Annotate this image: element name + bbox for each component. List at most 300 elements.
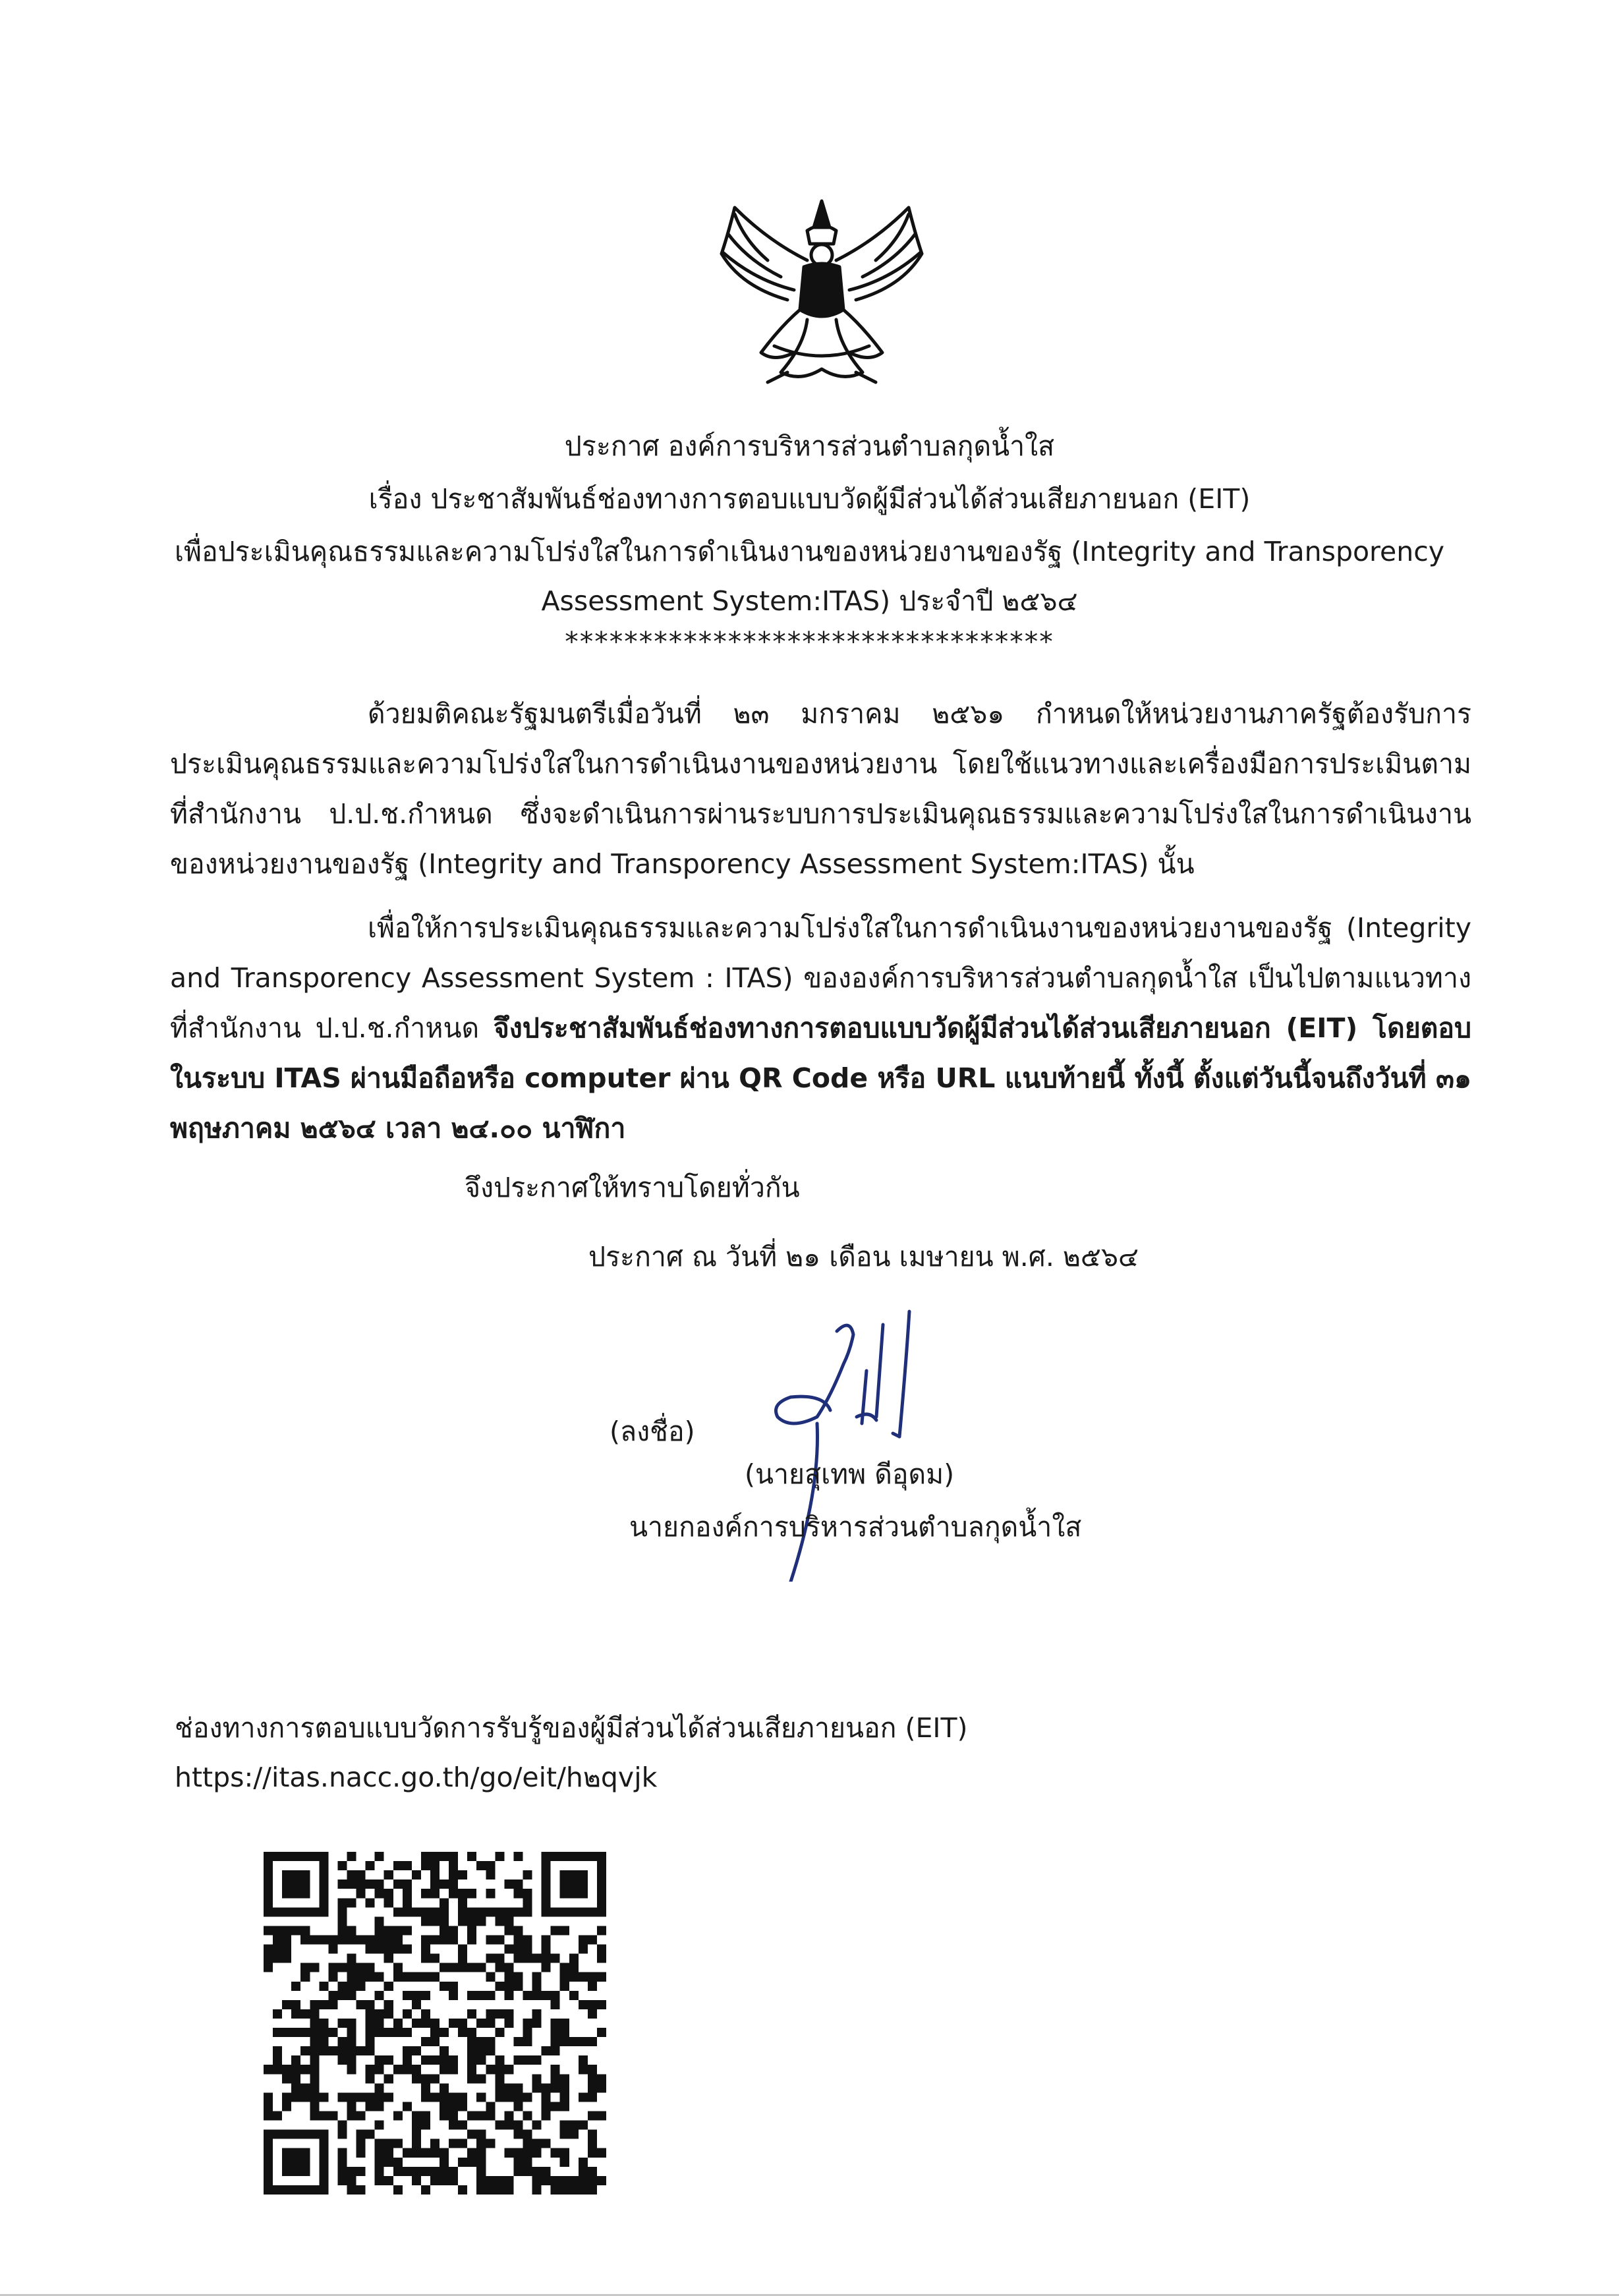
qr-module [569,1963,579,1972]
qr-module [440,1963,449,1972]
qr-module [430,1907,440,1916]
qr-module [337,1916,347,1926]
qr-module [597,2074,606,2083]
qr-module [579,2167,588,2176]
qr-module [347,1963,356,1972]
qr-module [523,1945,532,1954]
qr-module [310,2000,319,2009]
qr-module [495,2028,504,2037]
qr-module [273,1954,282,1963]
qr-module [476,1916,486,1926]
qr-module [273,2046,282,2055]
qr-module [273,1852,282,1861]
qr-module [282,2167,291,2176]
qr-module [430,2092,440,2102]
qr-module [393,2158,403,2167]
qr-module [366,2046,375,2055]
qr-module [467,2074,476,2083]
qr-module [366,2009,375,2019]
qr-module [291,1870,300,1880]
qr-module [273,2055,282,2065]
qr-module [412,2000,421,2009]
qr-module [291,2065,300,2074]
qr-module [319,2111,328,2121]
qr-module [476,2167,486,2176]
qr-module [337,2019,347,2028]
qr-module [476,2158,486,2167]
announcement-subject-line2: เพื่อประเมินคุณธรรมและความโปร่งใสในการดำเนินงานของหน่วยงานของรัฐ (Integrity and Transporency [174,536,1445,567]
qr-module [542,2167,551,2176]
qr-module [393,1935,403,1944]
qr-module [310,2185,319,2195]
qr-module [403,2055,412,2065]
qr-module [300,2009,310,2019]
qr-module [421,2148,430,2158]
qr-module [476,2046,486,2055]
qr-module [291,2158,300,2167]
qr-module [449,2092,458,2102]
qr-module [421,2167,430,2176]
qr-module [495,2083,504,2092]
qr-module [551,1991,560,2000]
qr-module [542,2046,551,2055]
qr-module [542,2111,551,2121]
qr-module [551,2074,560,2083]
qr-module [291,1880,300,1889]
qr-module [319,2176,328,2185]
qr-module [337,2121,347,2130]
qr-module [476,1861,486,1870]
qr-module [579,1945,588,1954]
qr-module [282,2148,291,2158]
qr-module [560,2176,569,2185]
qr-module [467,1963,476,1972]
qr-module [597,2148,606,2158]
qr-module [347,1898,356,1907]
qr-module [282,2065,291,2074]
qr-module [375,2176,384,2185]
qr-module [458,1963,467,1972]
qr-module [264,2102,273,2111]
qr-module [264,2167,273,2176]
qr-module [384,2028,393,2037]
qr-module [430,2167,440,2176]
qr-module [375,1889,384,1898]
qr-module [264,2111,273,2121]
qr-module [551,2176,560,2185]
qr-module [291,1926,300,1935]
qr-module [495,2176,504,2185]
qr-module [291,1889,300,1898]
qr-module [523,2158,532,2167]
qr-module [282,1935,291,1944]
qr-module [486,1991,495,2000]
qr-module [486,2046,495,2055]
qr-module [421,2111,430,2121]
qr-module [347,1880,356,1889]
qr-module [430,2019,440,2028]
qr-module [347,1972,356,1982]
qr-module [412,2074,421,2083]
qr-module [504,1926,513,1935]
qr-module [588,2148,597,2158]
qr-module [513,1907,523,1916]
qr-module [366,2037,375,2046]
qr-module [375,1852,384,1861]
qr-module [542,1870,551,1880]
qr-module [597,2000,606,2009]
qr-module [393,2139,403,2148]
qr-module [430,2074,440,2083]
qr-module [579,1935,588,1944]
qr-module [495,1916,504,1926]
qr-module [300,2185,310,2195]
qr-module [476,2019,486,2028]
qr-module [523,2167,532,2176]
qr-module [366,2028,375,2037]
qr-module [300,1852,310,1861]
qr-module [356,2000,366,2009]
qr-module [300,2046,310,2055]
qr-module [375,2139,384,2148]
qr-module [291,2148,300,2158]
qr-module [523,1907,532,1916]
qr-module [440,2083,449,2092]
qr-module [504,1880,513,1889]
qr-module [523,2130,532,2139]
qr-module [403,1861,412,1870]
qr-module [273,2185,282,2195]
qr-module [412,1972,421,1982]
qr-module [300,1870,310,1880]
qr-module [337,2037,347,2046]
qr-module [597,2083,606,2092]
qr-module [467,1926,476,1935]
qr-module [440,1907,449,1916]
qr-module [513,2092,523,2102]
qr-module [403,2148,412,2158]
qr-module [588,2065,597,2074]
qr-module [532,2167,542,2176]
qr-module [449,2111,458,2121]
qr-module [310,2102,319,2111]
qr-module [430,1972,440,1982]
paragraph-1-text: ด้วยมติคณะรัฐมนตรีเมื่อวันที่ ๒๓ มกราคม ๒๕๖๑ กำหนดให้หน่วยงานภาครัฐต้องรับการประเมินคุณธรรมและความโปร่งใสในการดำเนินงานของหน่วยงาน โดยใช้แนวทางและเครื่องมือการประเมินตามที่สำนักงาน ป.ป.ช.กำหนด ซึ่งจะดำเนินการผ่านระบบการประเมินคุณธรรมและความโปร่งใสในการดำเนินงานของหน่วยงานของรัฐ (Integrity and Transporency Assessment System:ITAS) นั้น [170,698,1471,880]
qr-module [523,2139,532,2148]
qr-module [523,2028,532,2037]
qr-module [366,2102,375,2111]
qr-module [449,1935,458,1944]
qr-module [560,2019,569,2028]
qr-module [440,1935,449,1944]
eit-url[interactable]: https://itas.nacc.go.th/go/eit/h๒qvjk [175,1762,658,1793]
qr-module [513,2158,523,2167]
qr-module [375,2055,384,2065]
qr-module [273,2065,282,2074]
qr-module [412,2176,421,2185]
qr-module [597,1907,606,1916]
qr-module [467,2111,476,2121]
qr-module [319,1907,328,1916]
qr-module [310,2028,319,2037]
qr-module [486,1972,495,1982]
qr-module [551,2037,560,2046]
qr-module [467,1991,476,2000]
qr-module [597,1898,606,1907]
qr-module [291,1907,300,1916]
qr-module [337,2158,347,2167]
qr-module [412,2167,421,2176]
qr-module [551,2102,560,2111]
qr-module [356,1889,366,1898]
qr-module [588,1982,597,1991]
qr-module [366,2065,375,2074]
qr-module [291,2130,300,2139]
qr-module [476,2037,486,2046]
qr-module [569,2121,579,2130]
qr-module [403,2009,412,2019]
qr-module [375,2167,384,2176]
garuda-emblem [708,194,936,392]
body-paragraph-1 [170,689,1471,889]
qr-module [412,2111,421,2121]
qr-module [513,2055,523,2065]
qr-module [356,1963,366,1972]
qr-module [310,2055,319,2065]
qr-module [597,1880,606,1889]
qr-module [337,2167,347,2176]
qr-module [588,2176,597,2185]
qr-module [449,2139,458,2148]
qr-module [310,2092,319,2102]
qr-module [513,1889,523,1898]
qr-module [356,1935,366,1944]
qr-module [328,1972,337,1982]
qr-module [319,1870,328,1880]
qr-module [569,2037,579,2046]
qr-module [347,2055,356,2065]
qr-module [486,2037,495,2046]
qr-module [384,1954,393,1963]
qr-module [560,1972,569,1982]
qr-module [347,1926,356,1935]
qr-module [495,1954,504,1963]
qr-module [430,1870,440,1880]
qr-module [356,2167,366,2176]
qr-module [430,1916,440,1926]
qr-module [458,2158,467,2167]
qr-module [597,2176,606,2185]
qr-module [282,1852,291,1861]
qr-module [375,1935,384,1944]
announcement-subject: เรื่อง ประชาสัมพันธ์ช่องทางการตอบแบบวัดผู้มีส่วนได้ส่วนเสียภายนอก (EIT) [368,483,1251,515]
closing-announce: จึงประกาศให้ทราบโดยทั่วกัน [465,1172,800,1203]
qr-module [384,2158,393,2167]
qr-module [458,1889,467,1898]
qr-module [337,1861,347,1870]
qr-module [532,2139,542,2148]
qr-module [430,1935,440,1944]
qr-module [310,1963,319,1972]
qr-code[interactable] [264,1852,606,2195]
qr-module [282,2185,291,2195]
qr-module [449,2102,458,2111]
qr-module [291,2083,300,2092]
qr-module [366,1935,375,1944]
qr-module [504,1982,513,1991]
qr-module [579,1889,588,1898]
qr-module [384,1870,393,1880]
qr-module [282,2130,291,2139]
qr-module [384,2139,393,2148]
qr-module [310,2046,319,2055]
qr-module [430,1861,440,1870]
qr-module [347,2019,356,2028]
qr-module [430,2037,440,2046]
qr-module [504,2009,513,2019]
qr-module [319,2158,328,2167]
qr-module [542,1898,551,1907]
qr-module [486,2111,495,2121]
qr-module [440,2176,449,2185]
qr-module [440,1852,449,1861]
qr-module [273,2111,282,2121]
announcement-subject-line3: Assessment System:ITAS) ประจำปี ๒๕๖๔ [541,585,1078,617]
qr-module [273,2130,282,2139]
qr-module [319,1898,328,1907]
qr-module [393,1945,403,1954]
qr-module [384,1945,393,1954]
qr-module [356,2111,366,2121]
separator: ********************************* [565,626,1054,658]
qr-module [403,1926,412,1935]
qr-module [588,1852,597,1861]
qr-module [486,1870,495,1880]
qr-module [523,2111,532,2121]
qr-module [384,1898,393,1907]
qr-module [458,1907,467,1916]
qr-module [486,2009,495,2019]
qr-module [588,1972,597,1982]
qr-module [282,2092,291,2102]
signer-position: นายกองค์การบริหารส่วนตำบลกุดน้ำใส [629,1511,1082,1543]
qr-module [319,2019,328,2028]
qr-module [319,2000,328,2009]
qr-module [551,1907,560,1916]
qr-module [569,1991,579,2000]
qr-module [449,1880,458,1889]
qr-module [560,2083,569,2092]
qr-module [356,1870,366,1880]
qr-module [449,1889,458,1898]
qr-module [412,2065,421,2074]
qr-module [337,1926,347,1935]
qr-module [310,2009,319,2019]
qr-module [588,2009,597,2019]
qr-module [337,2046,347,2055]
qr-module [319,1852,328,1861]
qr-module [569,1954,579,1963]
qr-module [588,1907,597,1916]
qr-module [403,1972,412,1982]
qr-module [384,2009,393,2019]
qr-module [264,1898,273,1907]
qr-module [264,1926,273,1935]
qr-module [300,1926,310,1935]
qr-module [542,1889,551,1898]
qr-module [430,2055,440,2065]
qr-module [421,2019,430,2028]
qr-module [476,2148,486,2158]
qr-module [440,2158,449,2167]
qr-module [467,1907,476,1916]
qr-module [495,2185,504,2195]
qr-module [337,1935,347,1944]
qr-module [421,1861,430,1870]
qr-module [551,1926,560,1935]
qr-module [495,2092,504,2102]
qr-module [560,1852,569,1861]
qr-module [551,2065,560,2074]
qr-module [579,2055,588,2065]
qr-module [319,2092,328,2102]
qr-module [310,2065,319,2074]
qr-module [449,1861,458,1870]
qr-module [282,2158,291,2167]
qr-module [597,2028,606,2037]
qr-module [560,2092,569,2102]
qr-module [597,1945,606,1954]
qr-module [430,1852,440,1861]
qr-module [393,1963,403,1972]
qr-module [513,2037,523,2046]
qr-module [476,1907,486,1916]
qr-module [375,2009,384,2019]
qr-module [440,2028,449,2037]
qr-module [264,1963,273,1972]
sign-label: (ลงชื่อ) [610,1416,695,1447]
qr-module [300,2158,310,2167]
qr-module [560,1926,569,1935]
qr-module [513,1972,523,1982]
qr-module [282,1945,291,1954]
qr-module [310,2037,319,2046]
qr-module [375,1926,384,1935]
qr-module [523,1889,532,1898]
qr-module [347,2185,356,2195]
qr-module [495,1963,504,1972]
qr-module [366,2019,375,2028]
qr-module [430,2028,440,2037]
qr-module [579,1880,588,1889]
qr-module [504,2092,513,2102]
qr-module [569,1870,579,1880]
qr-module [569,1972,579,1982]
qr-module [300,2083,310,2092]
qr-module [542,1954,551,1963]
qr-module [264,1907,273,1916]
qr-module [319,2185,328,2195]
qr-module [347,1935,356,1944]
signer-name: (นายสุเทพ ดีอุดม) [745,1458,955,1490]
qr-module [523,1935,532,1944]
qr-module [579,1972,588,1982]
qr-module [282,1907,291,1916]
qr-module [532,2009,542,2019]
qr-module [412,2130,421,2139]
qr-module [458,1898,467,1907]
qr-module [273,1945,282,1954]
